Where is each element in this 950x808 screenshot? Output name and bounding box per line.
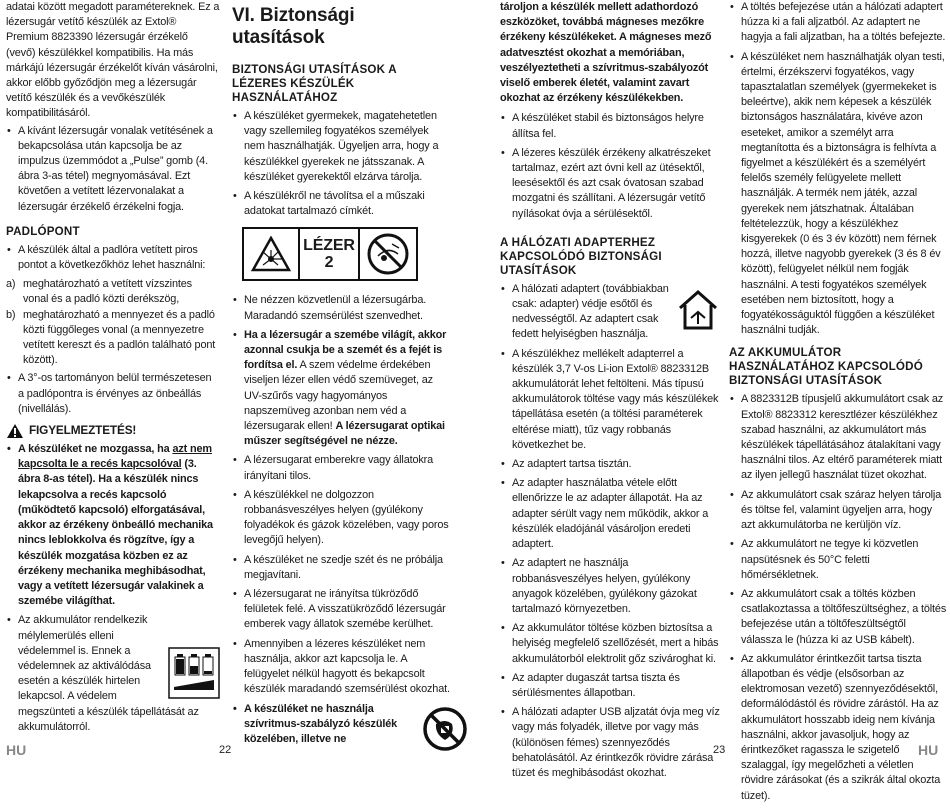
bullet-item: • A hálózati adapter USB aljzatát óvja meg víz vagy más folyadék, illetve por vagy más (különösen fémes) szennyeződés behatolásától. Az érintkezők rövidre zárása tüzet és meghibásodást okozhat.: [500, 705, 720, 781]
bullet-item: • Az adaptert tartsa tisztán.: [500, 457, 720, 472]
no-pacemaker-icon: [422, 706, 468, 752]
section-heading-adapter-safety: A HÁLÓZATI ADAPTERHEZ KAPCSOLÓDÓ BIZTONSÁGI UTASÍTÁSOK: [500, 235, 662, 277]
bullet-item: • Az akkumulátort ne tegye ki közvetlen napsütésnek és 50°C feletti hőmérsékletnek.: [729, 537, 947, 583]
bullet-item: • A készüléket gyermekek, magatehetetlen vagy szellemileg fogyatékos személyek nem használhatják. Ügyeljen arra, hogy a készülékkel gyerekek ne játsszanak. A készüléket gyerekektől elzárva tárolja.: [232, 109, 452, 185]
bullet-item: • Az akkumulátort csak a töltés közben csatlakoztassa a töltőfeszültséghez, a töltés befejezése után a töltőfeszültségtől válassza le (húzza ki az USB kábelt).: [729, 587, 947, 648]
paragraph: adatai között megadott paramétereknek. Ez a lézersugár vetítő készülék az Extol® Premium 8823390 lézersugár érzékelő (vevő) készülékkel kompatibilis. Ha más márkájú lézersugár érzékelőt kíván vásárolni, akkor előbb győződjön meg a lézersugár vetítő készülék és a vevőkészülék kompatibilitásáról.: [6, 1, 220, 120]
page23-right-column: [729, 0, 947, 808]
warning-bullet: • A készüléket ne mozgassa, ha azt nem kapcsolta le a recés kapcsolóval (3. ábra 8-as tétel). Ha a készülék nincs lekapcsolva a recés kapcsoló (működtető kapcsoló) elforgatásával, akkor az érzékeny önbeálló mechanika nincs leblokkolva és rögzítve, így a készülék mozgatása közben ez az érzékeny mechanika meghibásodhat, vagy a vetített lézersugár valakinek a szemébe világíthat.: [6, 442, 220, 609]
bullet-item: • Az akkumulátor rendelkezik mélylemerülés elleni védelemmel is. Ennek a védelemnek az aktiválódása esetén a készülék hirtelen lekapcsol. A védelem megszünteti a készülék tápellátását az akkumulátorról.: [6, 613, 220, 735]
bullet-item: • A készülékről ne távolítsa el a műszaki adatokat tartalmazó címkét.: [232, 189, 452, 219]
bullet-item: • Az adapter dugaszát tartsa tiszta és sérülésmentes állapotban.: [500, 671, 720, 701]
indoor-use-house-icon: [676, 288, 720, 332]
bullet-item: • A 8823312B típusjelű akkumulátort csak az Extol® 8823312 keresztlézer készülékhez szabad használni, az akkumulátort más készülékek tápellátásához átalakítani vagy használni tilos. Az eltérő paraméterek miatt az ilyen jellegű használat tüzet okozhat.: [729, 392, 947, 483]
chapter-title: VI. Biztonsági utasítások: [232, 5, 355, 48]
section-heading-battery-safety: AZ AKKUMULÁTOR HASZNÁLATÁHOZ KAPCSOLÓDÓ BIZTONSÁGI UTASÍTÁSOK: [729, 346, 923, 388]
list-item-a: a) meghatározható a vetített vízszintes vonal és a padló közti derékszög,: [6, 278, 192, 306]
page-number-right: 23: [713, 744, 726, 756]
laser-warning-icon: [244, 229, 300, 279]
bullet-item: • A 3°-os tartományon belül természetesen a padlópontra is érvényes az önbeállás (nivellálás).: [6, 371, 220, 417]
bullet-item: • A készüléket stabil és biztonságos helyre állítsa fel.: [500, 111, 720, 141]
do-not-stare-icon: [360, 229, 416, 279]
bullet-item: • A kívánt lézersugár vonalak vetítésének a bekapcsolása után kapcsolja be az impulzus üzemmódot a „Pulse” gomb (4. ábra 3-as tétel) megnyomásával. Ezt követően a vetített lézervonalakat a lézersugár érzékelő érzékelni fogja.: [6, 124, 220, 215]
bullet-item: • Az adapter használatba vétele előtt ellenőrizze le az adapter állapotát. Ha az adapter sérült vagy nem működik, akkor a készülék eladójánál vásároljon eredeti adaptert.: [500, 476, 720, 552]
page-number-left: 22: [219, 744, 232, 756]
bullet-item: • Az akkumulátor töltése közben biztosítsa a helyiség megfelelő szellőzését, mert a hibás akkumulátorból elektrolit gőz szivároghat ki.: [500, 621, 720, 667]
laser-class-label: [242, 227, 418, 281]
bullet-item: • A készülékkel ne dolgozzon robbanásveszélyes helyen (gyúlékony folyadékok és gázok közelében, vagy poros levegőjű helyen).: [232, 488, 452, 549]
bullet-item: • A készülék által a padlóra vetített piros pontot a következőkhöz lehet használni:: [6, 243, 220, 273]
bullet-item: • Az akkumulátor érintkezőit tartsa tiszta állapotban és védje (elsősorban az elektromosan vezető) szennyeződésektől, deformálódástól és rövidre zárástól. Ha az akkumulátort hosszabb ideig nem kívánja használni, akkor javasoljuk, hogy az érintkezőket ragassza le szigetelő szalaggal, így megelőzheti a véletlen rövidre zárásokat (és a szikrák által okozta tüzet).: [729, 652, 947, 804]
bullet-item: • Az akkumulátort csak száraz helyen tárolja és töltse fel, valamint ügyeljen arra, hogy azt akkumulátorba ne kerüljön víz.: [729, 488, 947, 534]
bullet-item: • A készülékhez mellékelt adapterrel a készülék 3,7 V-os Li-ion Extol® 8823312B akkumulátorát lehet feltölteni. Más típusú akkumulátorok töltése vagy más készülékek tápellátása esetén (a töltési paraméterek eltérése miatt), tűz vagy robbanás következhet be.: [500, 347, 720, 453]
list-item-b: b) meghatározható a mennyezet és a padló közti függőleges vonal (a mennyezetre vetített kereszt és a padlón található pont között).: [6, 308, 216, 367]
section-heading-laser-safety: BIZTONSÁGI UTASÍTÁSOK A LÉZERES KÉSZÜLÉK HASZNÁLATÁHOZ: [232, 63, 397, 104]
bullet-item: • Az adaptert ne használja robbanásveszélyes helyen, gyúlékony anyagok közelében, gyúlékony gázokat tartalmazó környezetben.: [500, 556, 720, 617]
bullet-item: • Ne nézzen közvetlenül a lézersugárba. Maradandó szemsérülést szenvedhet.: [232, 293, 452, 323]
laser-class-text: LÉZER 2: [300, 229, 360, 279]
language-code-right: HU: [918, 742, 939, 758]
bullet-item: • Amennyiben a lézeres készüléket nem használja, akkor azt kapcsolja le. A felügyelet nélkül hagyott és bekapcsolt készülék maradandó szemsérülést okozhat.: [232, 637, 452, 698]
battery-level-icon: [168, 647, 220, 699]
bullet-item: • A hálózati adaptert (továbbiakban csak: adapter) védje esőtől és nedvességtől. Az adaptert csak fedett helyiségben használja.: [500, 282, 720, 343]
bullet-item: • Ha a lézersugár a szemébe világít, akkor azonnal csukja be a szemét és a fejét is fordítsa el. A szem védelme érdekében viseljen lézer ellen védő szemüveget, az UV-szűrős vagy hagyományos napszemüveg azonban nem véd a lézersugarak ellen! A lézersugarat optikai műszer segítségével ne nézze.: [232, 328, 452, 450]
bullet-item: • A töltés befejezése után a hálózati adaptert húzza ki a fali aljzatból. Az adaptert ne hagyja a fali aljzatban, ha a töltés befejezte.: [729, 0, 947, 46]
page22-right-column: [232, 0, 452, 754]
paragraph-bold: tároljon a készülék mellett adathordozó eszközöket, továbbá mágneses mezőkre érzékeny készülékeket. A mágneses mező adatvesztést okozhat a memóriában, veszélyeztetheti a szívritmus-szabályozót viselő emberek életét, valamint zavart okozhat az érzékeny készülékekben.: [500, 1, 712, 105]
bullet-item: • A készüléket ne használja szívritmus-szabályzó készülék közelében, illetve ne: [232, 702, 452, 748]
page23-left-column: [500, 0, 720, 785]
bullet-item: • A készüléket nem használhatják olyan testi, értelmi, érzékszervi fogyatékos, vagy tapasztalatlan személyek (gyermekeket is beleértve), akik nem képesek a készülék biztonságos használatára, kivéve azon eseteket, amikor a személyt arra megtanította és a biztonságra is felhívta a figyelmet a készülékért és a személyért felelős személy felügyelete mellett használják. A termék nem játék, azzal gyerekek nem játszhatnak. Általában feltételezzük, hogy a készülékhez kisgyerekek (0 és 3 év között) nem férnek hozzá, illetve nagyobb gyerekek (3 és 8 év között), felügyelet nélkül nem fogják használni. A testi fogyatékos személyek esetében nem biztosított, hogy a fogyatékosságuktól függően a készüléket használni tudják.: [729, 50, 947, 339]
language-code-left: HU: [6, 742, 27, 758]
warning-heading: FIGYELMEZTETÉS!: [6, 423, 220, 439]
warning-triangle-icon: [6, 423, 24, 439]
bullet-item: • A készüléket ne szedje szét és ne próbálja megjavítani.: [232, 553, 452, 583]
page22-left-column: [6, 0, 220, 739]
bullet-item: • A lézersugarat emberekre vagy állatokra irányítani tilos.: [232, 453, 452, 483]
section-heading-floor-point: PADLÓPONT: [6, 224, 80, 238]
bullet-item: • A lézersugarat ne irányítsa tükröződő felületek felé. A visszatükröződő lézersugár emberek vagy állatok szemébe kerülhet.: [232, 587, 452, 633]
bullet-item: • A lézeres készülék érzékeny alkatrészeket tartalmaz, ezért azt óvni kell az ütésektől, leesésektől és azt csak óvatosan szabad mozgatni és szállítani. A lézersugár vetítő nyílásokat óvja a sérülésektől.: [500, 146, 720, 222]
